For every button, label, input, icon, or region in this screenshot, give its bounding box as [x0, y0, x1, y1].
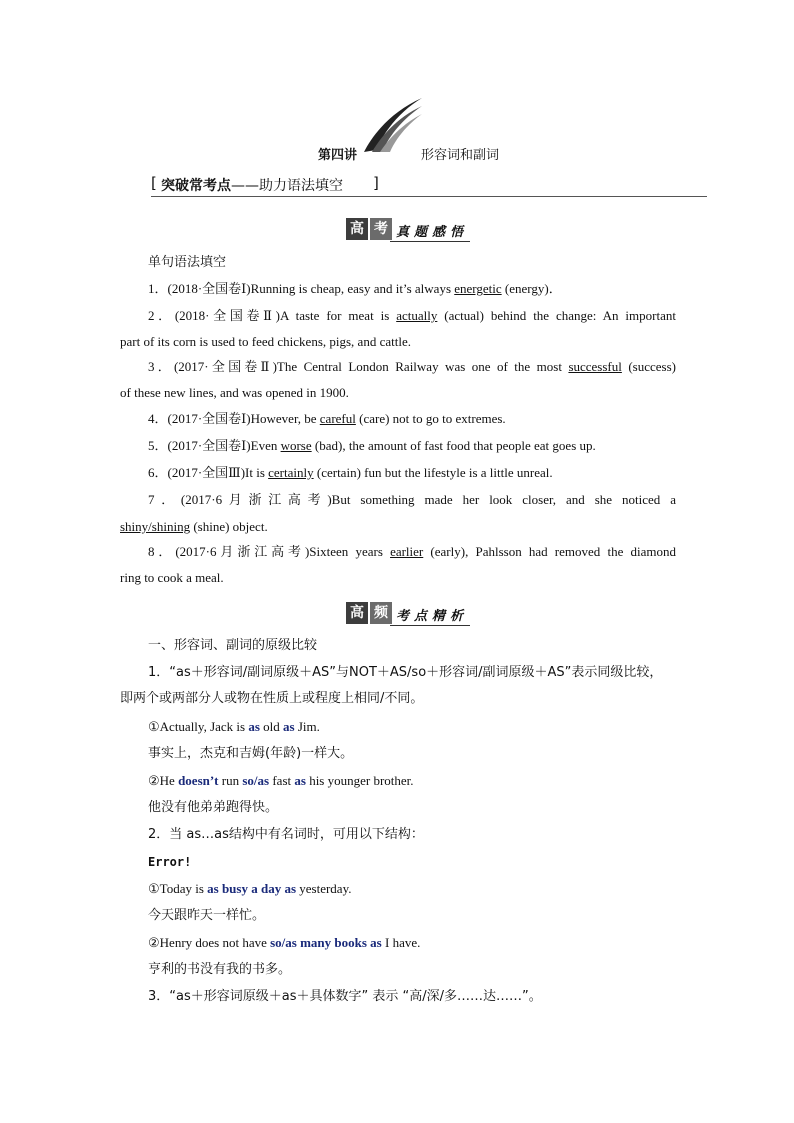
example-translation: 他没有他弟弟跑得快。: [148, 800, 279, 815]
grammar-point-1-cont: 即两个或两部分人或物在性质上或程度上相同/不同。: [120, 691, 424, 706]
example-sentence: ②Henry does not have so/as many books as I have.: [148, 935, 421, 950]
exercise-item: 5．(2017·全国卷Ⅰ)Even worse (bad), the amount of fast food that people eat goes up.: [148, 438, 596, 453]
exercise-item: 2．(2018·全国卷Ⅱ)A taste for meat is actually (actual) behind the change: An important: [148, 308, 676, 323]
example-sentence: ②He doesn’t run so/as fast as his younger brother.: [148, 773, 414, 788]
section-title: 突破常考点——助力语法填空: [161, 178, 343, 194]
grammar-point-2: 2．当 as…as结构中有名词时，可用以下结构：: [148, 827, 424, 842]
badge-frequent-points: 高 频 考点精析: [346, 602, 486, 624]
lecture-number: 第四讲: [318, 148, 358, 163]
example-sentence: ①Actually, Jack is as old as Jim.: [148, 719, 320, 734]
section-header: [151, 174, 707, 197]
bracket-left: [: [151, 174, 157, 192]
exercise-item: 3．(2017·全国卷Ⅱ)The Central London Railway was one of the most successful (success): [148, 359, 676, 374]
exercise-item-cont: ring to cook a meal.: [120, 570, 224, 585]
example-translation: 亨利的书没有我的书多。: [148, 962, 292, 977]
error-text: Error!: [148, 855, 192, 869]
exercise-item: 7．(2017·6月浙江高考)But something made her look closer, and she noticed a: [148, 492, 676, 507]
example-translation: 事实上，杰克和吉姆(年龄)一样大。: [148, 746, 354, 761]
example-sentence: ①Today is as busy a day as yesterday.: [148, 881, 352, 896]
grammar-point-1: 1．“as＋形容词/副词原级＋AS”与NOT＋AS/so＋形容词/副词原级＋AS”表示同级比较，: [148, 665, 663, 680]
exercise-item-cont: of these new lines, and was opened in 1900.: [120, 385, 349, 400]
exercise-item: 1．(2018·全国卷Ⅰ)Running is cheap, easy and it’s always energetic (energy)．: [148, 281, 562, 296]
grammar-heading: 一、形容词、副词的原级比较: [148, 638, 318, 653]
exercise-item: 6．(2017·全国Ⅲ)It is certainly (certain) fun but the lifestyle is a little unreal.: [148, 465, 553, 480]
lecture-title: 形容词和副词: [421, 148, 500, 163]
example-translation: 今天跟昨天一样忙。: [148, 908, 266, 923]
exercise-item: 4．(2017·全国卷Ⅰ)However, be careful (care) not to go to extremes.: [148, 411, 506, 426]
bracket-right: ]: [373, 174, 379, 192]
exercise-item-cont: shiny/shining (shine) object.: [120, 519, 268, 534]
exercise-item-cont: part of its corn is used to feed chickens, pigs, and cattle.: [120, 334, 411, 349]
badge-real-exam: 高 考 真题感悟: [346, 218, 486, 240]
grammar-point-3: 3．“as＋形容词原级＋as＋具体数字” 表示 “高/深/多……达……”。: [148, 989, 542, 1004]
exercise-item: 8．(2017·6月浙江高考)Sixteen years earlier (early), Pahlsson had removed the diamond: [148, 544, 676, 559]
swoosh-decoration-icon: [362, 96, 424, 154]
exercise-heading: 单句语法填空: [148, 255, 227, 270]
